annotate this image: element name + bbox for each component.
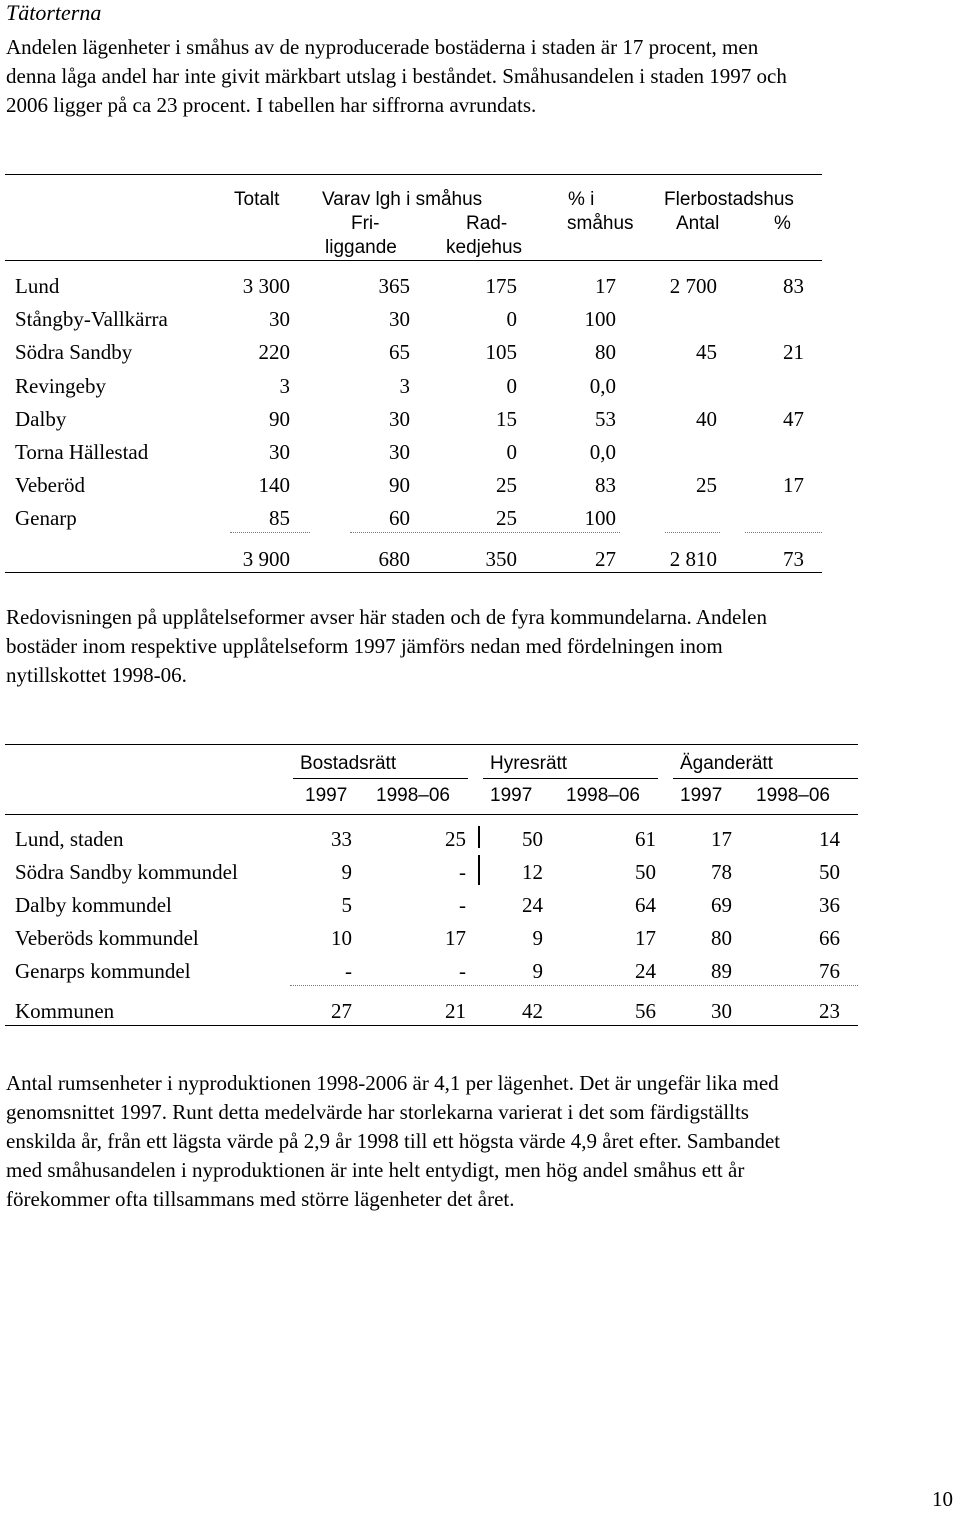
total-fri: 680 [378,547,410,571]
group-rule [293,778,468,779]
group-header-aganderatt: Äganderätt [680,753,773,774]
table-cell: 0 [506,307,517,331]
table-cell: 140 [258,473,290,497]
table-cell: 100 [584,506,616,530]
table-cell: 40 [696,407,717,431]
row-label: Torna Hällestad [15,440,149,464]
table-cell: 24 [522,893,543,917]
table-top-rule [5,174,822,175]
col-header-pct-i: % i [568,189,595,210]
table-cell: 69 [711,893,732,917]
table-cell: 0,0 [589,374,616,398]
column-separator [478,855,480,885]
table-cell: 25 [496,473,517,497]
middle-paragraph [6,603,956,690]
sum-underline [290,985,858,986]
column-separator [478,826,480,848]
table-cell: - [459,893,466,917]
table-cell: 90 [269,407,290,431]
middle-line: bostäder inom respektive upplåtelseform 1997 jämförs nedan med fördelningen inom [6,634,723,658]
group-header-hyresratt: Hyresrätt [490,753,568,774]
middle-line: nytillskottet 1998-06. [6,663,187,687]
table-bottom-rule [5,572,822,573]
total-antal: 2 810 [669,547,717,571]
sum-underline [665,532,720,533]
table-cell: 83 [783,274,804,298]
row-label: Stångby-Vallkärra [15,307,168,331]
intro-line: Andelen lägenheter i småhus av de nyproducerade bostäderna i staden är 17 procent, men [6,35,759,59]
col-header-fri: Fri- [351,213,380,234]
table-cell: 47 [783,407,804,431]
col-header-kedjehus: kedjehus [446,237,523,258]
table-cell: - [459,860,466,884]
col-header-flerbostadshus: Flerbostadshus [664,189,794,210]
table-cell: 64 [635,893,656,917]
table-cell: 14 [819,827,840,851]
table-cell: 3 300 [242,274,290,298]
header-rule [5,814,858,815]
closing-paragraph [6,1069,956,1214]
year-header: 1997 [305,785,348,806]
table-cell: 100 [584,307,616,331]
table-cell: 17 [635,926,656,950]
table-cell: 17 [595,274,616,298]
year-header: 1998–06 [756,785,830,806]
table-cell: 365 [378,274,410,298]
col-header-antal: Antal [676,213,720,234]
table-cell: 30 [389,407,410,431]
table-cell: 25 [696,473,717,497]
table-cell: 105 [485,340,517,364]
group-rule [673,778,858,779]
table-bottom-rule [5,1025,858,1026]
row-label: Genarps kommundel [15,959,191,983]
table-cell: 15 [496,407,517,431]
closing-line: förekommer ofta tillsammans med större lägenheter det året. [6,1187,515,1211]
table-cell: 30 [389,440,410,464]
row-label: Dalby [15,407,67,431]
row-label: Revingeby [15,374,106,398]
table-cell: 12 [522,860,543,884]
table-cell: 10 [331,926,352,950]
total-cell: 30 [711,999,732,1023]
table-cell: 2 700 [669,274,717,298]
table-cell: 65 [389,340,410,364]
table-cell: 5 [341,893,352,917]
total-pct: 73 [783,547,804,571]
col-header-rad: Rad- [466,213,508,234]
table-cell: 45 [696,340,717,364]
col-header-totalt: Totalt [234,189,280,210]
sum-underline [745,532,822,533]
intro-line: 2006 ligger på ca 23 procent. I tabellen har siffrorna avrundats. [6,93,537,117]
group-rule [483,778,658,779]
col-header-pct: % [774,213,791,234]
table-cell: 33 [331,827,352,851]
table-cell: 78 [711,860,732,884]
table-cell: 24 [635,959,656,983]
table-top-rule [5,744,858,745]
table-cell: 85 [269,506,290,530]
table-cell: 0 [506,440,517,464]
table-cell: 76 [819,959,840,983]
table-cell: 3 [399,374,410,398]
total-cell: 42 [522,999,543,1023]
row-label: Veberöd [15,473,85,497]
table-cell: 9 [532,959,543,983]
col-header-liggande: liggande [325,237,397,258]
row-label: Dalby kommundel [15,893,172,917]
table-cell: 175 [485,274,517,298]
page-number: 10 [932,1487,953,1511]
table-cell: 80 [711,926,732,950]
table-cell: 9 [532,926,543,950]
total-cell: 56 [635,999,656,1023]
table-cell: 17 [783,473,804,497]
table-cell: 30 [389,307,410,331]
col-header-varav: Varav lgh i småhus [322,189,483,210]
total-rad: 350 [485,547,517,571]
table-cell: 3 [279,374,290,398]
total-row-label: Kommunen [15,999,115,1023]
year-header: 1997 [680,785,723,806]
table-cell: 90 [389,473,410,497]
closing-line: enskilda år, från ett lägsta värde på 2,9 år 1998 till ett högsta värde 4,9 året efter. Sambandet [6,1129,781,1153]
table-cell: 61 [635,827,656,851]
table-cell: 83 [595,473,616,497]
table-cell: 25 [496,506,517,530]
row-label: Södra Sandby kommundel [15,860,238,884]
total-totalt: 3 900 [242,547,290,571]
group-header-bostadsratt: Bostadsrätt [300,753,397,774]
table-cell: 0 [506,374,517,398]
row-label: Lund, staden [15,827,124,851]
table-cell: 17 [445,926,466,950]
table-cell: 50 [522,827,543,851]
intro-paragraph [6,33,956,120]
table-cell: 9 [341,860,352,884]
table-cell: 30 [269,440,290,464]
row-label: Veberöds kommundel [15,926,199,950]
total-cell: 23 [819,999,840,1023]
col-header-smahus: småhus [567,213,634,234]
year-header: 1998–06 [376,785,450,806]
year-header: 1997 [490,785,533,806]
table-cell: 50 [635,860,656,884]
row-label: Södra Sandby [15,340,133,364]
table-cell: 50 [819,860,840,884]
table-cell: 220 [258,340,290,364]
sum-underline [350,532,620,533]
intro-line: denna låga andel har inte givit märkbart utslag i beståndet. Småhusandelen i staden 1997 och [6,64,787,88]
row-label: Genarp [15,506,77,530]
row-label: Lund [15,274,60,298]
table-cell: 21 [783,340,804,364]
total-cell: 27 [331,999,352,1023]
closing-line: genomsnittet 1997. Runt detta medelvärde har storlekarna varierat i det som färdigställts [6,1100,749,1124]
header-rule [5,260,822,261]
table-cell: 80 [595,340,616,364]
table-cell: 89 [711,959,732,983]
table-cell: 17 [711,827,732,851]
closing-line: med småhusandelen i nyproduktionen är inte helt entydigt, men hög andel småhus ett år [6,1158,745,1182]
sum-underline [230,532,310,533]
table-cell: 66 [819,926,840,950]
closing-line: Antal rumsenheter i nyproduktionen 1998-2006 är 4,1 per lägenhet. Det är ungefär lika med [6,1071,779,1095]
table-cell: - [345,959,352,983]
table-cell: 36 [819,893,840,917]
total-cell: 21 [445,999,466,1023]
table-cell: 0,0 [589,440,616,464]
year-header: 1998–06 [566,785,640,806]
table-cell: 30 [269,307,290,331]
table-cell: - [459,959,466,983]
middle-line: Redovisningen på upplåtelseformer avser här staden och de fyra kommundelarna. Andelen [6,605,767,629]
section-heading: Tätorterna [6,0,102,25]
table-cell: 25 [445,827,466,851]
table-cell: 53 [595,407,616,431]
total-pct-smahus: 27 [595,547,616,571]
table-cell: 60 [389,506,410,530]
